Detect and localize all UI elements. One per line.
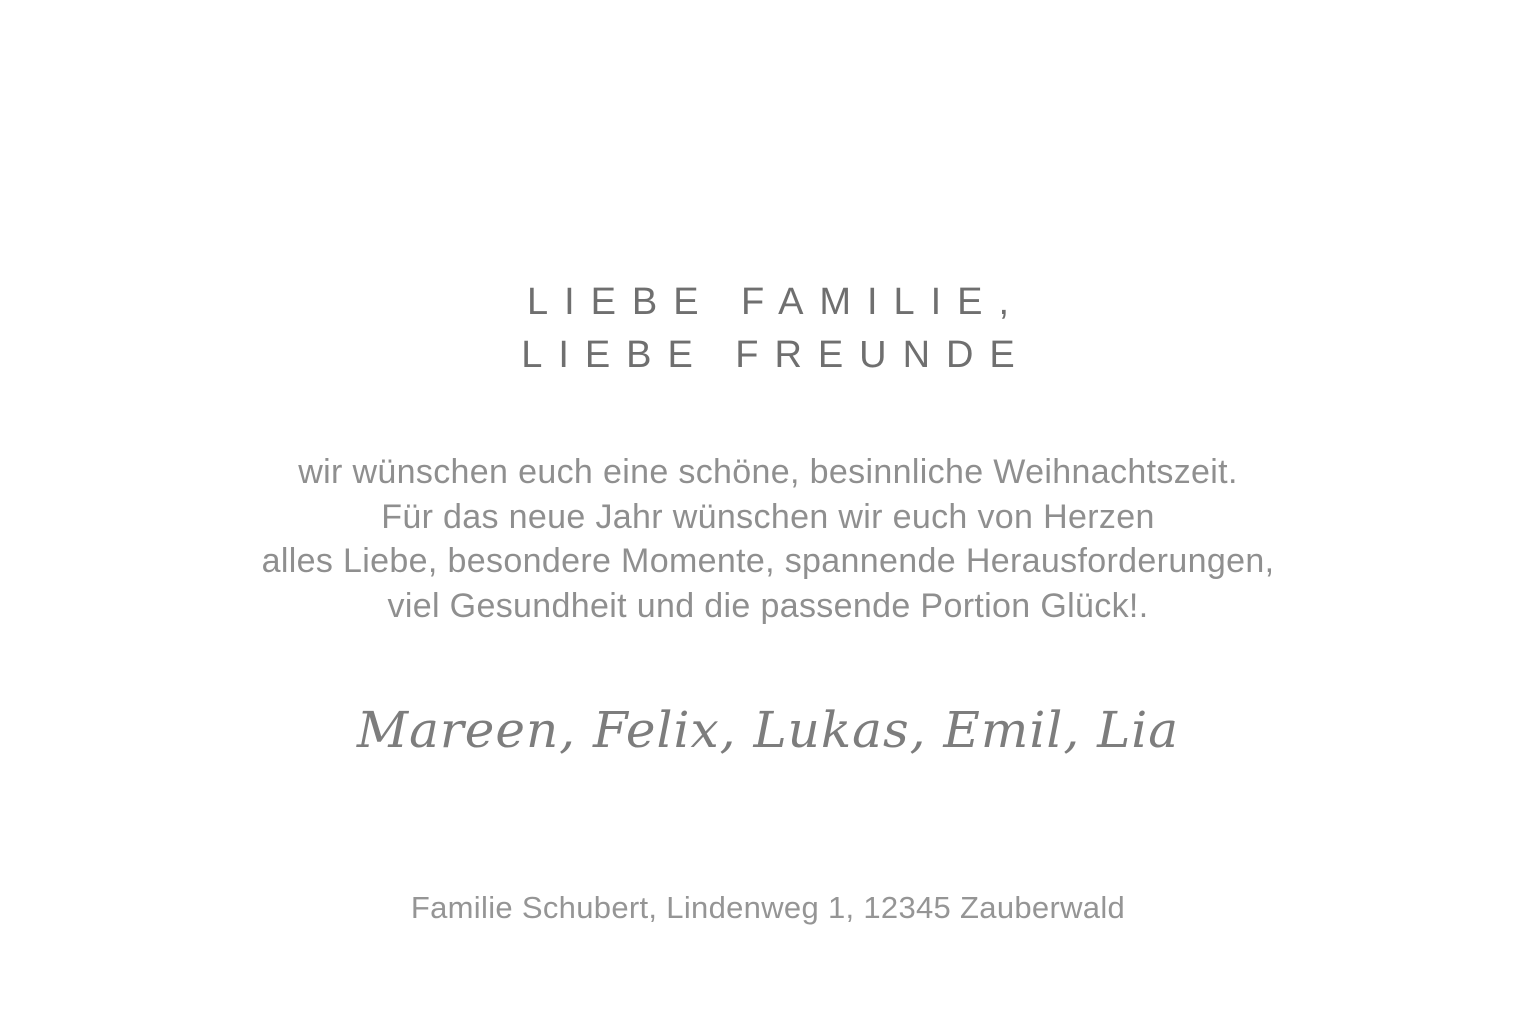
card-sender-address: Familie Schubert, Lindenweg 1, 12345 Zauberwald xyxy=(410,890,1126,925)
card-signature: Mareen, Felix, Lukas, Emil, Lia xyxy=(356,701,1180,759)
card-heading xyxy=(0,276,1536,382)
card-message-line2: Für das neue Jahr wünschen wir euch von Herzen xyxy=(381,497,1155,536)
card-message xyxy=(0,450,1536,628)
card-heading-line2: LIEBE FREUNDE xyxy=(521,334,1031,376)
card-message-line3: alles Liebe, besondere Momente, spannende Herausforderungen, xyxy=(261,542,1275,580)
card-heading-line1: LIEBE FAMILIE, xyxy=(526,281,1025,323)
card-message-line1: wir wünschen euch eine schöne, besinnliche Weihnachtszeit. xyxy=(298,453,1238,491)
card-message-line4: viel Gesundheit und die passende Portion Glück!. xyxy=(387,586,1149,625)
